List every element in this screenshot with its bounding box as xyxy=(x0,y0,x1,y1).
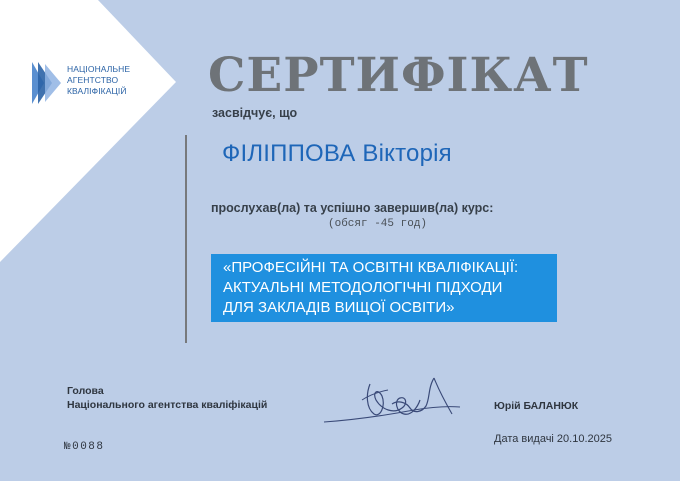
course-title-box xyxy=(211,254,557,322)
agency-logo xyxy=(30,58,140,108)
handwritten-signature xyxy=(322,370,462,430)
logo-line-1: НАЦІОНАЛЬНЕ xyxy=(67,64,131,74)
signatory-role-line-1: Голова xyxy=(67,385,104,397)
certificate-number: №0088 xyxy=(64,441,105,453)
agency-logo-icon xyxy=(30,60,64,106)
course-title-line-1: «ПРОФЕСІЙНІ ТА ОСВІТНІ КВАЛІФІКАЦІЇ: xyxy=(223,259,519,276)
logo-line-3: КВАЛІФІКАЦІЙ xyxy=(67,86,127,96)
signatory-role xyxy=(67,384,267,412)
witness-text: засвідчує, що xyxy=(212,106,298,120)
course-volume: (обсяг -45 год) xyxy=(328,218,428,230)
signatory-name: Юрій БАЛАНЮК xyxy=(494,400,579,412)
signatory-role-line-2: Національного агентства кваліфікацій xyxy=(67,399,268,411)
course-title-line-3: ДЛЯ ЗАКЛАДІВ ВИЩОЇ ОСВІТИ» xyxy=(223,299,455,316)
logo-line-2: АГЕНТСТВО xyxy=(67,75,119,85)
recipient-name: ФІЛІППОВА Вікторія xyxy=(222,140,452,167)
vertical-divider xyxy=(185,135,187,343)
certificate-title: СЕРТИФІКАТ xyxy=(208,48,589,103)
completed-text: прослухав(ла) та успішно завершив(ла) курс: xyxy=(211,201,494,215)
agency-logo-text xyxy=(67,64,130,97)
issue-date: Дата видачі 20.10.2025 xyxy=(494,433,612,445)
course-title-line-2: АКТУАЛЬНІ МЕТОДОЛОГІЧНІ ПІДХОДИ xyxy=(223,279,503,296)
